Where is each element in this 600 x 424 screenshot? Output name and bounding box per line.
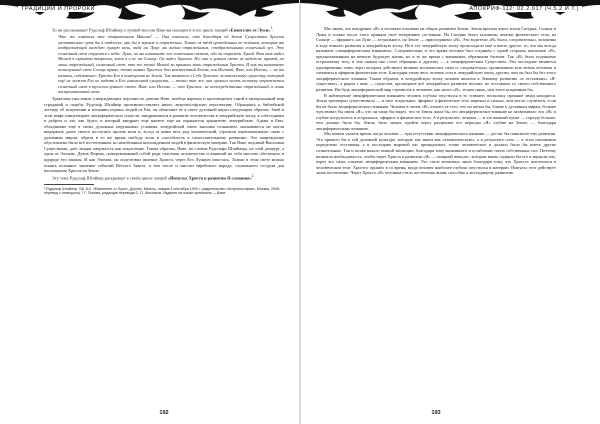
footnote-marker: 1 [270,26,273,30]
body-paragraph-closing [44,174,284,181]
body-paragraph: В наблюдение люциферическим влиянием человек глубоко опустился в то ставшее, поскольку прежние люди находятся. Земля чрезмерно существовало — в свое астральное, эфирное и физическое тело нарочно и сильно, чем могло случиться, если бы не было люциферического влияния. Человек в своем «Я» отошёл от того, что он желал бы, ближе к духовным мирам, больше чувствовал бы связи «Я», что он чаще бы видел, что то Земля жила бы, его люциферическое влияние не захватывало эти «Я» и глубже погрузилось в астральное, эфирное и физическое тело. А в результате, человек — и это важный пункт — гораздо больше, чем должно было бы. Земля, быть может, пройти через различные его периоды «Я» глубже на Земле, — благодаря люциферическому влиянию. [316,92,556,131]
running-head: ТРАДИЦИИ И ПРОРОКИ [18,6,98,12]
right-text-block [316,26,556,400]
block-quote [58,34,284,95]
page-number: 192 [159,410,169,416]
closing-tail: . [253,175,255,181]
footnote-divider [44,184,94,185]
closing-title: «Импульс Христа в развитии Я-сознания» [167,175,252,181]
right-page [300,0,600,424]
intro-paragraph [44,26,284,33]
page-number: 193 [431,410,441,416]
intro-text: То же рассказывает Рудольф Штайнер о лунной миссии Яхве вы находим и в его цикле лекций [52,27,228,33]
footnote: ¹ Рудольф Штайнер, GA 114, «Евангелие от Луки», Дорнах, Базель, лекция 3 сентября 1909 г. (издательство «Антропософия», Москва, 2006; перевод с немецкого). ² Г. Попова, редакция перевода С. П. Шестаков. Издание на языке оригинала — Base. [44,186,281,196]
footnote-marker: 2 [251,173,254,178]
intro-tail: : [272,27,274,33]
body-paragraph: Мы можем указать время, когда человек — при отсутствии люциферического влияния — достиг бы понятного ему развития. Это привело бы к той духовной культуре, которую мы знаем как «атлантическую», а в результате сила — в этом отношении определено отставшая, а в последние мировой час принадлежит, точно человеческое и должно было бы иметь другие сознательные. Так и позже начало земной эволюции, благодаря тому вызвавшего и ослабление своих собственных сил. Поэтому возникла необходимость, чтобы через Христа в развитии «Я» — мощный импульс, которые вновь подняли бы его и вернули ему, через это силы, отнятые люциферическим влиянием. Это стало возможно лишь благодаря тому, что Христос воплотился в человеческом теле. Христос пришёл в то время, когда человек наиболее глубоко опустился в материю. Импульс этот действует лишь постепенно. Через Христа «Я» человека стало постепенно вновь способно к восходящему развитию. [316,131,556,176]
body-paragraph: Трактовка гностиков, утверждающих порочность демона Яхве, вообще наречно и противоречит такой в материальный мир страданий и скорби, Рудольф Штайнер противопоставляет иную, антропософскую перспективу. Обращаясь к библейской легенде об искушении и изгнании первых людей из Рая, он объясняет её в свете духовной науки следующим образом. Змей в этом мифе олицетворяет люциферических существ, внедрившихся в развитие человечества в лемурийскую эпоху, а собеседники в добром и зле, как будто, в который внедряет ещё нашего еще не охранителя хранителю лемурийские. Адама и Евы, обладавшие ещё в своих духовных нерушимых условиях лемурийской эпохе высшим сознанием, оказываются не могли выдержать далее своего поступить против воли и, вслед за ними весь род человеческий, утратили первоначальную связь с духовным миром, обретя в то же время свободу воли и способность к самостоятельному развитию. Это повреждение обусловлено было всё постепенным, но неизбежным нисхождением людей в физическую материю. Так Яхве, ведомый Высшими Существами, даёт людям смертность как искупление. Таким образом, Яхве, по словам Рудольфа Штайнера, не злой демиург, а один из Элохим, Духов Формы, пожертвовавший собой ради спасения человечества и взявший на себя миссию обеспечить в природе его законы. И как Элохим, он подготовил явление Христа, через Его Лунную ипостась. Только в этом свете можно понять истинное значение событий Ветхого Завета, в том числе и миссии еврейского народа, служившего сосудом для воплощения Христа на Земле. [44,96,284,174]
closing-text: Эту тему Рудольф Штайнер раскрывает в своём цикле лекций [52,175,167,181]
intro-title: «Евангелие от Луки» [228,27,271,33]
left-text-block [44,26,284,400]
running-head: АПОКРИФ-112: 02.2.017 (Ч.5.2 И Т.) [466,6,582,12]
body-paragraph: Мы знаем, что внедрение «Я» в человека основано на общих развитии Земли. Земля прошла через эпохи Сатурна, Солнца и Луны и только после этого приняла своё теперешнее состояние. На Сатурне были заложены зачатки физического тела, на Солнце — эфирного, на Луне — астрального, на Земле — присоединено «Я». Эти водители «Я» были, следовательно, заложены в ходе земного развития в лемурийскую эпоху. Но в эту лемурийскую эпоху происходило ещё и нечто другое: то, что мы всегда называем «люциферическим влиянием». Следовательно, в это время человек был соединён с одной стороны, высшими «Я», предназначенным на вечную будущую жизнь, но в то же время с внешними, обратными бытием. Так «Я» было подчинено астральному телу, и тем самым оно стало обращено к другому — к люциферическим Существам. Эти последние являются одновременно теми, через которых действуют великие космические силы и, следовательно, пронизывали всю жизнь человека и элементы в эфирном физическом теле. Благодаря этому весь человек стал в лемурийскую эпоху другим, чем он был бы без этого люциферического влияния. Таким образом, в лемурийскую эпоху человек являлся к Земному развитию «в отставших» «Я-существах», а рядом с ним — существа, прошедшие всё лемурийское развитие вполне; но отставшие от своего собственного развития. Им будь люциферический мир стремился в человеке, как нечто «Я», теснее иных, чем этого искренним бы. [316,26,556,93]
quote-text: Что же означала эта отправленная Машин? — Она означала, что благодаря ей Земля Существам Христа мечтательно чуть бы в отблеске, как бы в зеркале в отражении. Только из звёзд проведённых по зелёным, которые вы изображающей каждую лунную ночь, видя на Луну: вы видим отражённым, отображёнными солнечный луч. Это солнечный свет струится с неба: Луна, по вы называете его солнечным светом, обо он отражён Луной. Вот так видел Мешей в скрытом творении, хотя я и не на Солнце. Он видел Христа. Но, как в лунном свете не видит не прямой, но лишь отражённый, солнечный свет, так же точно Мешей во прямым лишь отражённым Христа. И как вы называете полнолунный свет Солнце прямо, точно назвал Христос был неизвестный Богом, или Иеговой, Яхве, или Иегова, — не вы назвали, собственно: Христа Его в помещении не Земли. Так является о Себе Христос человеческому существу, который ещё не может Его не видеть в Его самоличной сущности, — точно так же, как лунного часть человеку отражается солнечный свет в тусклом лунного света. Яхве, или Иегова, — это Христос, не непосредственно отражённый, а лишь воспринимаемый свет. [58,33,284,95]
